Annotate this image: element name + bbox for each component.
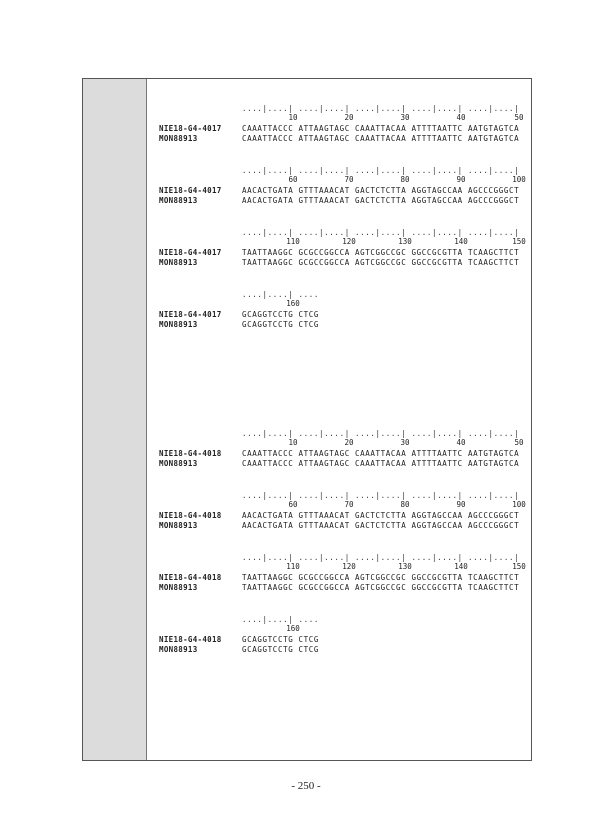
sequence-text: AACACTGATA GTTTAAACAT GACTCTCTTA AGGTAGCCAA AGCCCGGGCT [242, 521, 520, 530]
position-ruler: ....|....| ....|....| ....|....| ....|....| ....|....| [242, 228, 520, 237]
tick-label: 80 [400, 500, 410, 509]
tick-label: 100 [512, 500, 526, 509]
sequence-label: NIE18-G4-4018 [159, 573, 222, 582]
sequence-text: CAAATTACCC ATTAAGTAGC CAAATTACAA ATTTTAATTC AATGTAGTCA [242, 459, 520, 468]
sequence-text: TAATTAAGGC GCGCCGGCCA AGTCGGCCGC GGCCGCGTTA TCAAGCTTCT [242, 258, 520, 267]
alignment-block [83, 290, 533, 330]
sequence-label: NIE18-G4-4018 [159, 449, 222, 458]
sequence-text: GCAGGTCCTG CTCG [242, 635, 320, 644]
alignment-block [83, 228, 533, 268]
tick-label: 110 [286, 237, 300, 246]
alignment-block [83, 166, 533, 206]
sequence-text: TAATTAAGGC GCGCCGGCCA AGTCGGCCGC GGCCGCGTTA TCAAGCTTCT [242, 583, 520, 592]
sequence-text: GCAGGTCCTG CTCG [242, 310, 320, 319]
alignment-block [83, 104, 533, 144]
tick-label: 130 [398, 562, 412, 571]
sequence-label: MON88913 [159, 320, 198, 329]
sequence-text: CAAATTACCC ATTAAGTAGC CAAATTACAA ATTTTAATTC AATGTAGTCA [242, 449, 520, 458]
tick-label: 120 [342, 562, 356, 571]
sequence-label: NIE18-G4-4018 [159, 511, 222, 520]
sequence-row [83, 459, 533, 470]
position-numbers [242, 500, 527, 509]
tick-label: 50 [514, 113, 524, 122]
sequence-label: MON88913 [159, 645, 198, 654]
position-numbers [242, 237, 527, 246]
tick-label: 30 [400, 113, 410, 122]
tick-label: 40 [456, 438, 466, 447]
sequence-text: TAATTAAGGC GCGCCGGCCA AGTCGGCCGC GGCCGCGTTA TCAAGCTTCT [242, 248, 520, 257]
tick-label: 20 [344, 113, 354, 122]
tick-label: 90 [456, 175, 466, 184]
sequence-text: TAATTAAGGC GCGCCGGCCA AGTCGGCCGC GGCCGCGTTA TCAAGCTTCT [242, 573, 520, 582]
position-numbers [242, 113, 527, 122]
position-ruler: ....|....| ....|....| ....|....| ....|....| ....|....| [242, 104, 520, 113]
position-ruler: ....|....| .... [242, 290, 320, 299]
tick-label: 160 [286, 299, 300, 308]
sequence-text: GCAGGTCCTG CTCG [242, 320, 320, 329]
sequence-label: MON88913 [159, 258, 198, 267]
position-ruler: ....|....| .... [242, 615, 320, 624]
sequence-row [83, 320, 533, 331]
position-numbers [242, 624, 527, 633]
sequence-label: MON88913 [159, 521, 198, 530]
tick-label: 60 [288, 500, 298, 509]
position-numbers [242, 438, 527, 447]
sequence-text: AACACTGATA GTTTAAACAT GACTCTCTTA AGGTAGCCAA AGCCCGGGCT [242, 511, 520, 520]
position-numbers [242, 175, 527, 184]
document-frame [82, 78, 532, 761]
sequence-text: GCAGGTCCTG CTCG [242, 645, 320, 654]
tick-label: 20 [344, 438, 354, 447]
tick-label: 50 [514, 438, 524, 447]
tick-label: 10 [288, 438, 298, 447]
sequence-row [83, 258, 533, 269]
sequence-label: NIE18-G4-4018 [159, 635, 222, 644]
sequence-label: MON88913 [159, 196, 198, 205]
sequence-label: NIE18-G4-4017 [159, 186, 222, 195]
tick-label: 80 [400, 175, 410, 184]
position-numbers [242, 299, 527, 308]
sequence-row [83, 134, 533, 145]
alignment-block [83, 429, 533, 469]
sequence-row [83, 583, 533, 594]
sequence-text: CAAATTACCC ATTAAGTAGC CAAATTACAA ATTTTAATTC AATGTAGTCA [242, 134, 520, 143]
sequence-label: NIE18-G4-4017 [159, 248, 222, 257]
tick-label: 110 [286, 562, 300, 571]
tick-label: 130 [398, 237, 412, 246]
position-ruler: ....|....| ....|....| ....|....| ....|....| ....|....| [242, 553, 520, 562]
tick-label: 70 [344, 500, 354, 509]
sequence-row [83, 645, 533, 656]
sequence-text: AACACTGATA GTTTAAACAT GACTCTCTTA AGGTAGCCAA AGCCCGGGCT [242, 196, 520, 205]
sequence-text: CAAATTACCC ATTAAGTAGC CAAATTACAA ATTTTAATTC AATGTAGTCA [242, 124, 520, 133]
sequence-text: AACACTGATA GTTTAAACAT GACTCTCTTA AGGTAGCCAA AGCCCGGGCT [242, 186, 520, 195]
page-number: - 250 - [291, 780, 321, 792]
tick-label: 70 [344, 175, 354, 184]
sequence-label: NIE18-G4-4017 [159, 124, 222, 133]
tick-label: 150 [512, 562, 526, 571]
sequence-label: MON88913 [159, 459, 198, 468]
tick-label: 120 [342, 237, 356, 246]
tick-label: 90 [456, 500, 466, 509]
position-numbers [242, 562, 527, 571]
alignment-block [83, 491, 533, 531]
position-ruler: ....|....| ....|....| ....|....| ....|....| ....|....| [242, 429, 520, 438]
sequence-row [83, 521, 533, 532]
tick-label: 40 [456, 113, 466, 122]
sequence-label: NIE18-G4-4017 [159, 310, 222, 319]
position-ruler: ....|....| ....|....| ....|....| ....|....| ....|....| [242, 491, 520, 500]
alignment-block [83, 553, 533, 593]
tick-label: 140 [454, 562, 468, 571]
sequence-label: MON88913 [159, 134, 198, 143]
sequence-label: MON88913 [159, 583, 198, 592]
tick-label: 10 [288, 113, 298, 122]
tick-label: 30 [400, 438, 410, 447]
position-ruler: ....|....| ....|....| ....|....| ....|....| ....|....| [242, 166, 520, 175]
tick-label: 160 [286, 624, 300, 633]
sequence-row [83, 196, 533, 207]
tick-label: 60 [288, 175, 298, 184]
tick-label: 140 [454, 237, 468, 246]
tick-label: 100 [512, 175, 526, 184]
alignment-block [83, 615, 533, 655]
tick-label: 150 [512, 237, 526, 246]
